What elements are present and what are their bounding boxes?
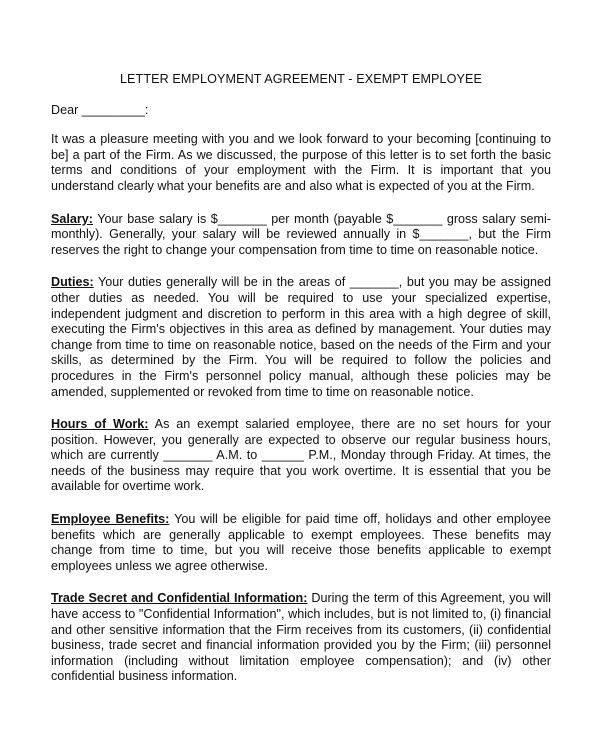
salary-heading: Salary: [51, 211, 94, 226]
salary-body: Your base salary is $_______ per month (payable $_______ gross salary semi-monthly). Generally, your salary will be reviewed annually in $_______, but the Firm reserves the right to change your compensation from time to time on reasonable notice. [51, 211, 551, 257]
hours-heading: Hours of Work: [51, 417, 149, 432]
duties-heading: Duties: [51, 275, 94, 290]
hours-body: As an exempt salaried employee, there are no set hours for your position. However, you generally are expected to observe our regular business hours, which are currently _______ A.M. to ______ P.M., Monday through Friday. At times, the needs of the business may require that you work overtime. It is essential that you be available for overtime work. [51, 417, 551, 494]
benefits-section [51, 512, 551, 574]
letter-page [51, 72, 551, 702]
duties-body: Your duties generally will be in the areas of _______, but you may be assigned other duties as needed. You will be required to use your specialized expertise, independent judgment and discretion to perform in this area with a high degree of skill, executing the Firm's objectives in this area as defined by management. Your duties may change from time to time on reasonable notice, based on the needs of the Firm and your skills, as determined by the Firm. You will be required to follow the policies and procedures in the Firm's personnel policy manual, although these policies may be amended, supplemented or revoked from time to time on reasonable notice. [51, 275, 551, 399]
trade-secret-heading: Trade Secret and Confidential Information: [51, 591, 308, 606]
salutation: Dear _________: [51, 102, 149, 117]
trade-secret-body: During the term of this Agreement, you will have access to "Confidential Information", which includes, but is not limited to, (i) financial and other sensitive information that the Firm receives from its customers, (ii) confidential business, trade secret and financial information provided you by the Firm; (iii) personnel information (including without limitation employee compensation); and (iv) other confidential business information. [51, 591, 551, 684]
trade-secret-section [51, 591, 551, 685]
duties-section [51, 275, 551, 400]
benefits-heading: Employee Benefits: [51, 512, 170, 527]
salary-section [51, 212, 551, 259]
document-title: LETTER EMPLOYMENT AGREEMENT - EXEMPT EMPLOYEE [119, 72, 483, 86]
intro-paragraph: It was a pleasure meeting with you and we look forward to your becoming [continuing to be] a part of the Firm. As we discussed, the purpose of this letter is to set forth the basic terms and conditions of your employment with the Firm. It is important that you understand clearly what your benefits are and also what is expected of you at the Firm. [51, 132, 551, 193]
benefits-body: You will be eligible for paid time off, holidays and other employee benefits which are generally applicable to exempt employees. These benefits may change from time to time, but you will receive those benefits applicable to exempt employees unless we agree otherwise. [51, 512, 551, 573]
hours-section [51, 417, 551, 495]
